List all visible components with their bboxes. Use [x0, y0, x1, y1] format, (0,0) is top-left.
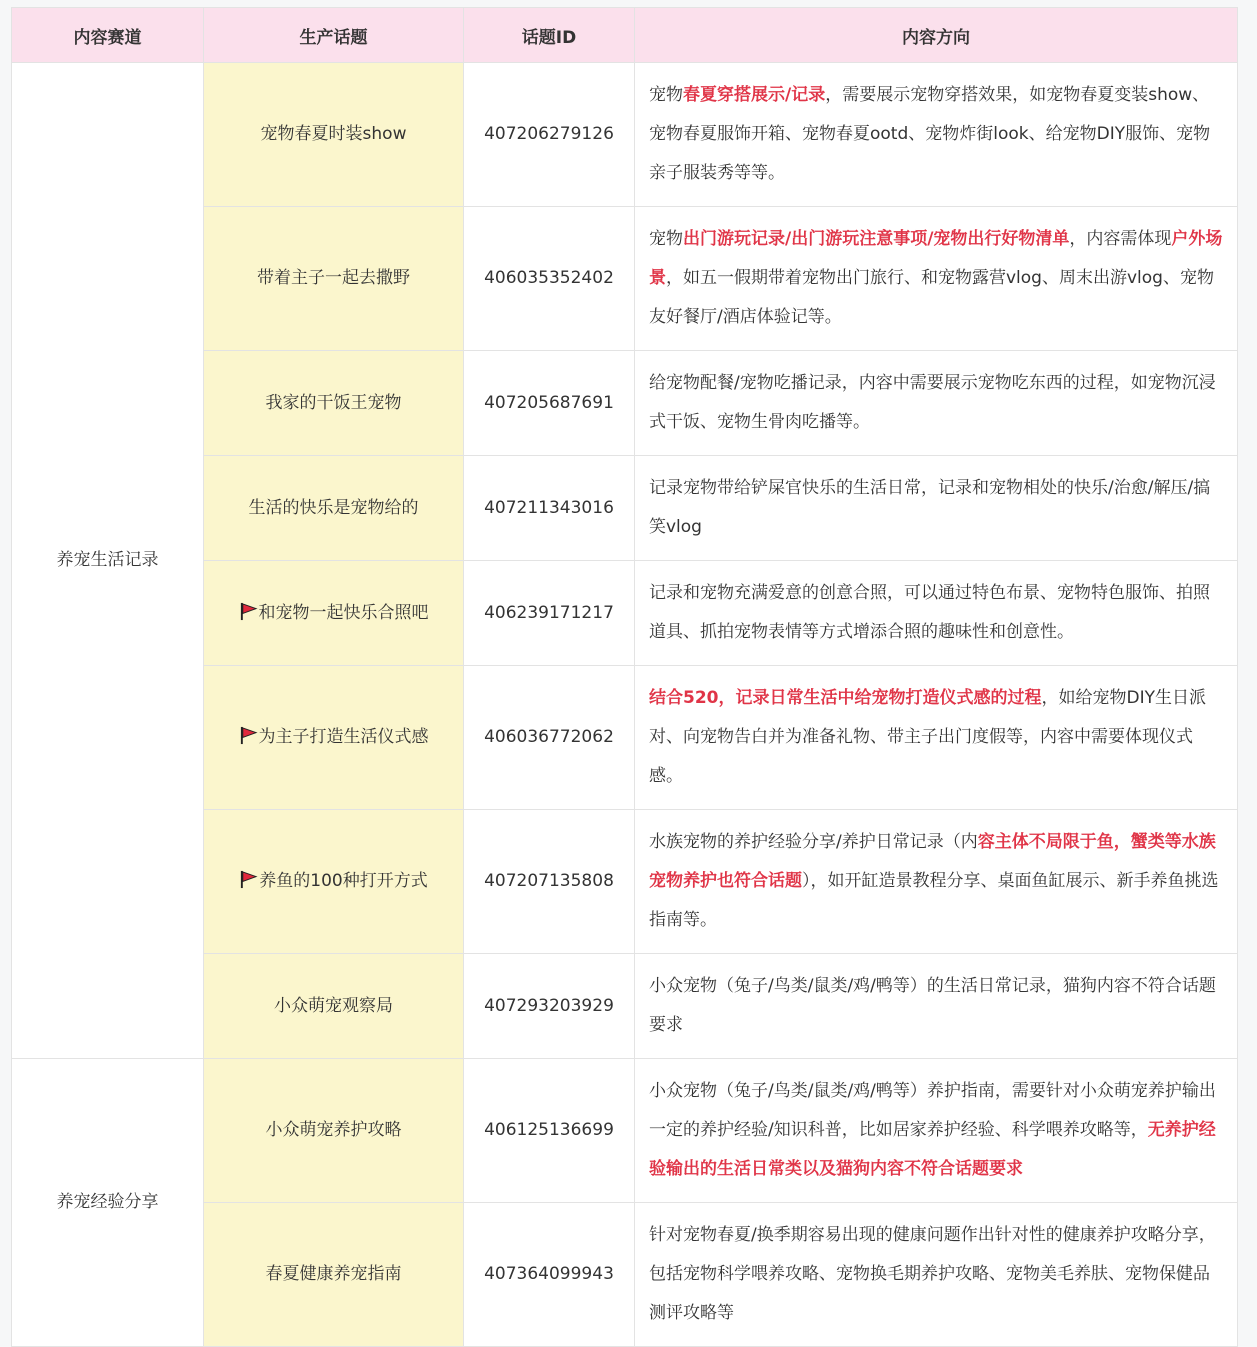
- direction-text: 记录和宠物充满爱意的创意合照，可以通过特色布景、宠物特色服饰、拍照道具、抓拍宠物表情等方式增添合照的趣味性和创意性。: [649, 583, 1210, 642]
- topic-table: [11, 7, 1238, 1347]
- topic-cell: [204, 63, 464, 207]
- direction-text: 小众宠物（兔子/鸟类/鼠类/鸡/鸭等）养护指南，需要针对小众萌宠养护输出一定的养护经验/知识科普，比如居家养护经验、科学喂养攻略等，: [649, 1081, 1216, 1140]
- topic-text: 生活的快乐是宠物给的: [248, 497, 419, 518]
- topic-cell: [204, 456, 464, 561]
- table-row: [12, 1059, 1238, 1203]
- direction-cell: [635, 810, 1238, 954]
- table-row: [12, 63, 1238, 207]
- direction-highlight-text: 结合520，记录日常生活中给宠物打造仪式感的过程: [649, 688, 1042, 708]
- direction-cell: [635, 666, 1238, 810]
- header-topic: 生产话题: [204, 8, 464, 63]
- topic-cell: [204, 1059, 464, 1203]
- direction-cell: [635, 207, 1238, 351]
- red-flag-icon: [239, 602, 258, 621]
- track-cell-experience: 养宠经验分享: [12, 1059, 204, 1347]
- topic-id-cell: 406239171217: [464, 561, 635, 666]
- direction-text: ，如五一假期带着宠物出门旅行、和宠物露营vlog、周末出游vlog、宠物友好餐厅/酒店体验记等。: [649, 268, 1214, 327]
- direction-text: 记录宠物带给铲屎官快乐的生活日常，记录和宠物相处的快乐/治愈/解压/搞笑vlog: [649, 478, 1211, 537]
- topic-id-cell: 407205687691: [464, 351, 635, 456]
- topic-text: 带着主子一起去撒野: [257, 268, 410, 288]
- topic-text: 小众萌宠养护攻略: [265, 1120, 402, 1140]
- direction-cell: [635, 954, 1238, 1059]
- header-track: 内容赛道: [12, 8, 204, 63]
- topic-id-cell: 407293203929: [464, 954, 635, 1059]
- direction-text: ，需要展示宠物穿搭效果，如宠物春夏变装show、宠物春夏服饰开箱、宠物春夏ootd、宠物炸街look、给宠物DIY服饰、宠物亲子服装秀等等。: [649, 85, 1211, 183]
- topic-cell: [204, 207, 464, 351]
- direction-text: 针对宠物春夏/换季期容易出现的健康问题作出针对性的健康养护攻略分享，包括宠物科学喂养攻略、宠物换毛期养护攻略、宠物美毛养肤、宠物保健品测评攻略等: [649, 1225, 1216, 1323]
- red-flag-icon: [239, 726, 258, 745]
- topic-cell: [204, 666, 464, 810]
- direction-text: 宠物: [649, 229, 683, 249]
- topic-text: 养鱼的100种打开方式: [259, 871, 428, 891]
- header-direction: 内容方向: [635, 8, 1238, 63]
- direction-cell: [635, 1203, 1238, 1347]
- direction-text: ），如开缸造景教程分享、桌面鱼缸展示、新手养鱼挑选指南等。: [649, 871, 1219, 930]
- topic-cell: [204, 810, 464, 954]
- direction-cell: [635, 351, 1238, 456]
- topic-id-cell: 407207135808: [464, 810, 635, 954]
- topic-cell: [204, 1203, 464, 1347]
- topic-id-cell: 406036772062: [464, 666, 635, 810]
- direction-text: 小众宠物（兔子/鸟类/鼠类/鸡/鸭等）的生活日常记录，猫狗内容不符合话题要求: [649, 976, 1216, 1035]
- topic-cell: [204, 351, 464, 456]
- header-row: [12, 8, 1238, 63]
- direction-highlight-text: 容主体不局限于鱼，蟹类等水族宠物养护也符合话题: [649, 832, 1216, 891]
- topic-id-cell: 407211343016: [464, 456, 635, 561]
- red-flag-icon: [239, 870, 258, 889]
- direction-text: 宠物: [649, 85, 683, 105]
- topic-text: 和宠物一起快乐合照吧: [258, 602, 429, 623]
- direction-cell: [635, 561, 1238, 666]
- direction-cell: [635, 1059, 1238, 1203]
- topic-id-cell: 407206279126: [464, 63, 635, 207]
- topic-id-cell: 406035352402: [464, 207, 635, 351]
- topic-text: 春夏健康养宠指南: [265, 1264, 402, 1284]
- topic-text: 宠物春夏时装show: [260, 124, 407, 144]
- direction-text: ，内容需体现: [1069, 229, 1172, 249]
- topic-cell: [204, 561, 464, 666]
- direction-highlight-text: 春夏穿搭展示/记录: [683, 85, 826, 105]
- topic-cell: [204, 954, 464, 1059]
- direction-highlight-text: 户外场景: [649, 229, 1223, 288]
- direction-cell: [635, 456, 1238, 561]
- topic-id-cell: 407364099943: [464, 1203, 635, 1347]
- topic-text: 小众萌宠观察局: [274, 995, 393, 1016]
- direction-highlight-text: 出门游玩记录/出门游玩注意事项/宠物出行好物清单: [683, 229, 1070, 249]
- topic-text: 我家的干饭王宠物: [265, 392, 402, 413]
- direction-highlight-text: 无养护经验输出的生活日常类以及猫狗内容不符合话题要求: [649, 1120, 1216, 1179]
- topic-text: 为主子打造生活仪式感: [258, 727, 429, 747]
- direction-text: 给宠物配餐/宠物吃播记录，内容中需要展示宠物吃东西的过程，如宠物沉浸式干饭、宠物生骨肉吃播等。: [649, 373, 1216, 432]
- topic-table-container: [11, 7, 1237, 1347]
- track-cell-life: 养宠生活记录: [12, 63, 204, 1059]
- direction-cell: [635, 63, 1238, 207]
- direction-text: 水族宠物的养护经验分享/养护日常记录（内: [649, 832, 978, 852]
- direction-text: ，如给宠物DIY生日派对、向宠物告白并为准备礼物、带主子出门度假等，内容中需要体现仪式感。: [649, 688, 1206, 786]
- topic-id-cell: 406125136699: [464, 1059, 635, 1203]
- header-topic-id: 话题ID: [464, 8, 635, 63]
